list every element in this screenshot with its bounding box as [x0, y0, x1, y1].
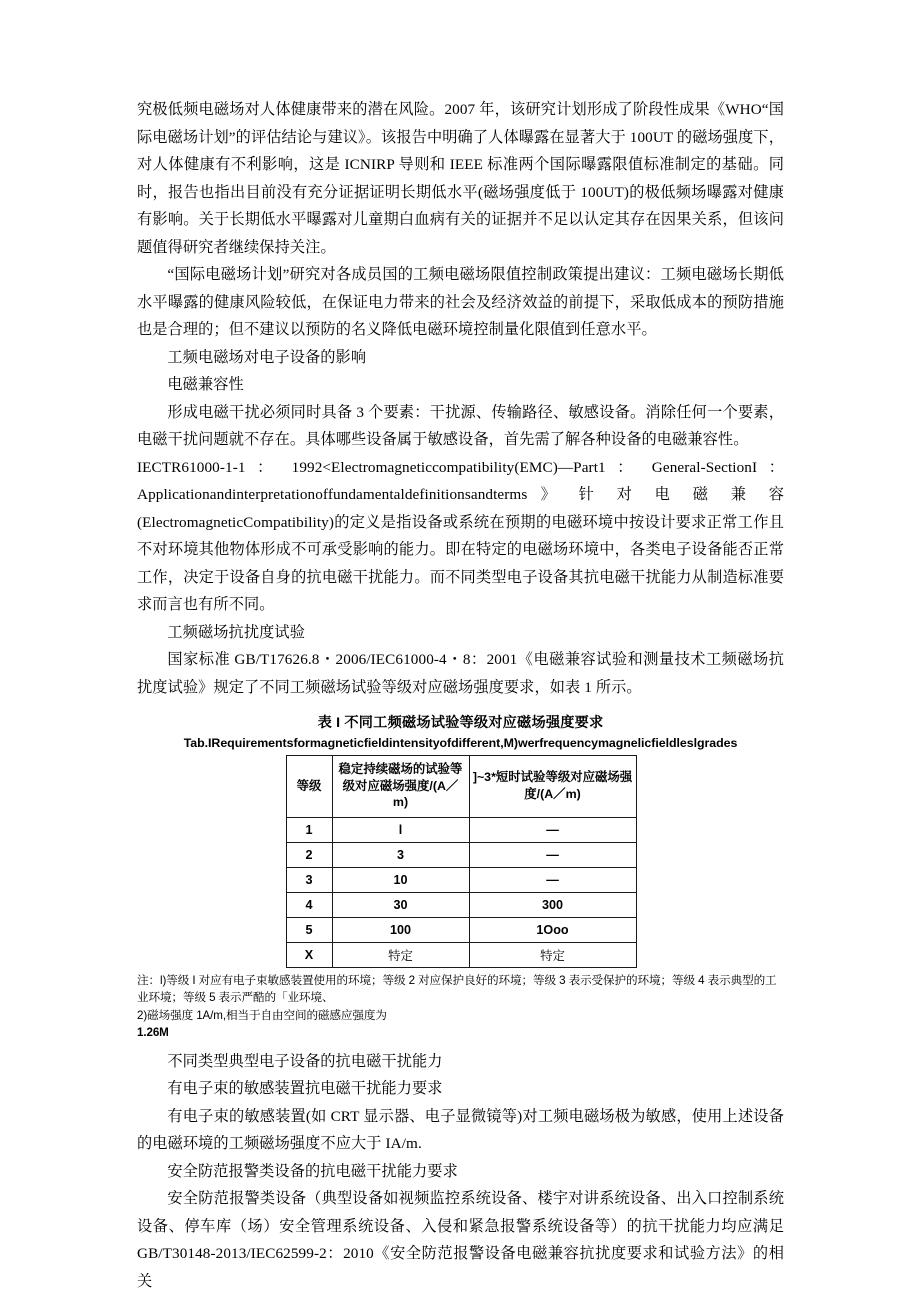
cell-short: — — [469, 817, 636, 842]
heading-emc: 电磁兼容性 — [167, 376, 244, 393]
table-container — [286, 755, 636, 968]
cell-steady: l — [332, 817, 469, 842]
cell-level: 1 — [286, 817, 332, 842]
column-header-level: 等级 — [286, 756, 332, 818]
cell-steady: 3 — [332, 842, 469, 867]
paragraph-iec-standard-line2: Applicationandinterpretationoffundamentaldefinitionsandterms 》 针 对 电 磁 兼 容 — [137, 486, 784, 503]
cell-short: — — [469, 842, 636, 867]
table-row — [286, 892, 636, 917]
table-caption-chinese: 表 I 不同工频磁场试验等级对应磁场强度要求 — [317, 715, 604, 731]
cell-steady: 10 — [332, 867, 469, 892]
paragraph-three-elements: 形成电磁干扰必须同时具备 3 个要素：干扰源、传输路径、敏感设备。消除任何一个要素，电磁干扰问题就不存在。具体哪些设备属于敏感设备，首先需了解各种设备的电磁兼容性。 — [137, 403, 784, 448]
paragraph-security-alarm-requirement: 安全防范报警类设备（典型设备如视频监控系统设备、楼宇对讲系统设备、出入口控制系统设备、停车库（场）安全管理系统设备、入侵和紧急报警系统设备等）的抗干扰能力均应满足GB/T30148-2013/IEC62599-2：2010《安全防范报警设备电磁兼容抗扰度要求和试验方法》的相关 — [137, 1190, 784, 1290]
cell-level: 3 — [286, 867, 332, 892]
cell-steady: 30 — [332, 892, 469, 917]
cell-level: 2 — [286, 842, 332, 867]
paragraph-iec-standard-line1: IECTR61000-1-1 ： 1992<Electromagneticcompatibility(EMC)—Part1 ： General-SectionI ： — [137, 458, 784, 476]
paragraph-emc-definition: (ElectromagneticCompatibility)的定义是指设备或系统在预期的电磁环境中按设计要求正常工作且不对环境其他物体形成不可承受影响的能力。即在特定的电磁场环境中，各类电子设备能否正常工作，决定于设备自身的抗电磁干扰能力。而不同类型电子设备其抗电磁干扰能力从制造标准要求而言也有所不同。 — [137, 513, 784, 613]
column-header-short-duration: ]~3*短时试验等级对应磁场强度/(A／m) — [469, 756, 636, 818]
table-row — [286, 817, 636, 842]
cell-short: 300 — [469, 892, 636, 917]
table-row — [286, 842, 636, 867]
magnetic-field-table — [286, 755, 637, 968]
table-row — [286, 867, 636, 892]
heading-security-alarm-devices: 安全防范报警类设备的抗电磁干扰能力要求 — [167, 1162, 458, 1180]
cell-steady: 100 — [332, 917, 469, 942]
table-row — [286, 942, 636, 967]
cell-level: 5 — [286, 917, 332, 942]
cell-short: 1Ooo — [469, 917, 636, 942]
cell-short: 特定 — [469, 942, 636, 967]
table-note-2: 2)磁场强度 1A/m,相当于自由空间的磁感应强度为 — [137, 1008, 387, 1022]
cell-steady: 特定 — [332, 942, 469, 967]
paragraph-national-standard: 国家标准 GB/T17626.8・2006/IEC61000-4・8：2001《电磁兼容试验和测量技术工频磁场抗扰度试验》规定了不同工频磁场试验等级对应磁场强度要求，如表 1 所示。 — [137, 651, 784, 696]
paragraph-electron-beam-requirement: 有电子束的敏感装置(如 CRT 显示器、电子显微镜等)对工频电磁场极为敏感，使用上述设备的电磁环境的工频磁场强度不应大于 IA/m. — [137, 1107, 784, 1152]
spacer-before-table — [137, 701, 784, 713]
heading-device-immunity: 不同类型典型电子设备的抗电磁干扰能力 — [167, 1052, 443, 1070]
table-caption-english: Tab.IRequirementsformagneticfieldintensityofdifferent,M)werfrequencymagnelicfieldleslgrades — [183, 736, 738, 750]
heading-effect-on-devices: 工频电磁场对电子设备的影响 — [167, 348, 367, 366]
heading-electron-beam-devices: 有电子束的敏感装置抗电磁干扰能力要求 — [167, 1080, 443, 1097]
paragraph-iemfp-policy: “国际电磁场计划”研究对各成员国的工频电磁场限值控制政策提出建议：工频电磁场长期低水平曝露的健康风险较低，在保证电力带来的社会及经济效益的前提下，采取低成本的预防措施也是合理的；但不建议以预防的名义降低电磁环境控制量化限值到任意水平。 — [137, 266, 784, 338]
table-notes — [137, 972, 784, 1042]
cell-level: X — [286, 942, 332, 967]
table-note-3: 1.26M — [137, 1026, 169, 1039]
column-header-steady-field: 稳定持续磁场的试验等级对应磁场强度/(A／m) — [332, 756, 469, 818]
table-row — [286, 917, 636, 942]
heading-immunity-test: 工频磁场抗扰度试验 — [167, 623, 305, 641]
table-note-1: 注：l)等级 I 对应有电子束敏感装置使用的环境；等级 2 对应保护良好的环境；等级 3 表示受保护的环境；等级 4 表示典型的工业环境；等级 5 表示严酷的「业环境、 — [137, 973, 777, 1004]
page-content — [137, 96, 784, 1295]
cell-short: — — [469, 867, 636, 892]
table-head — [286, 756, 636, 818]
table-header-row — [286, 756, 636, 818]
cell-level: 4 — [286, 892, 332, 917]
table-body — [286, 817, 636, 967]
paragraph-intro: 究极低频电磁场对人体健康带来的潜在风险。2007 年，该研究计划形成了阶段性成果《WHO“国际电磁场计划”的评估结论与建议》。该报告中明确了人体曝露在显著大于 100UT 的磁场强度下，对人体健康有不利影响，这是 ICNIRP 导则和 IEEE 标准两个国际曝露限值标准制定的基础。同时，报告也指出目前没有充分证据证明长期低水平(磁场强度低于 100UT)的极低频场曝露对健康有影响。关于长期低水平曝露对儿童期白血病有关的证据并不足以认定其存在因果关系，但该问题值得研究者继续保持关注。 — [137, 101, 784, 256]
